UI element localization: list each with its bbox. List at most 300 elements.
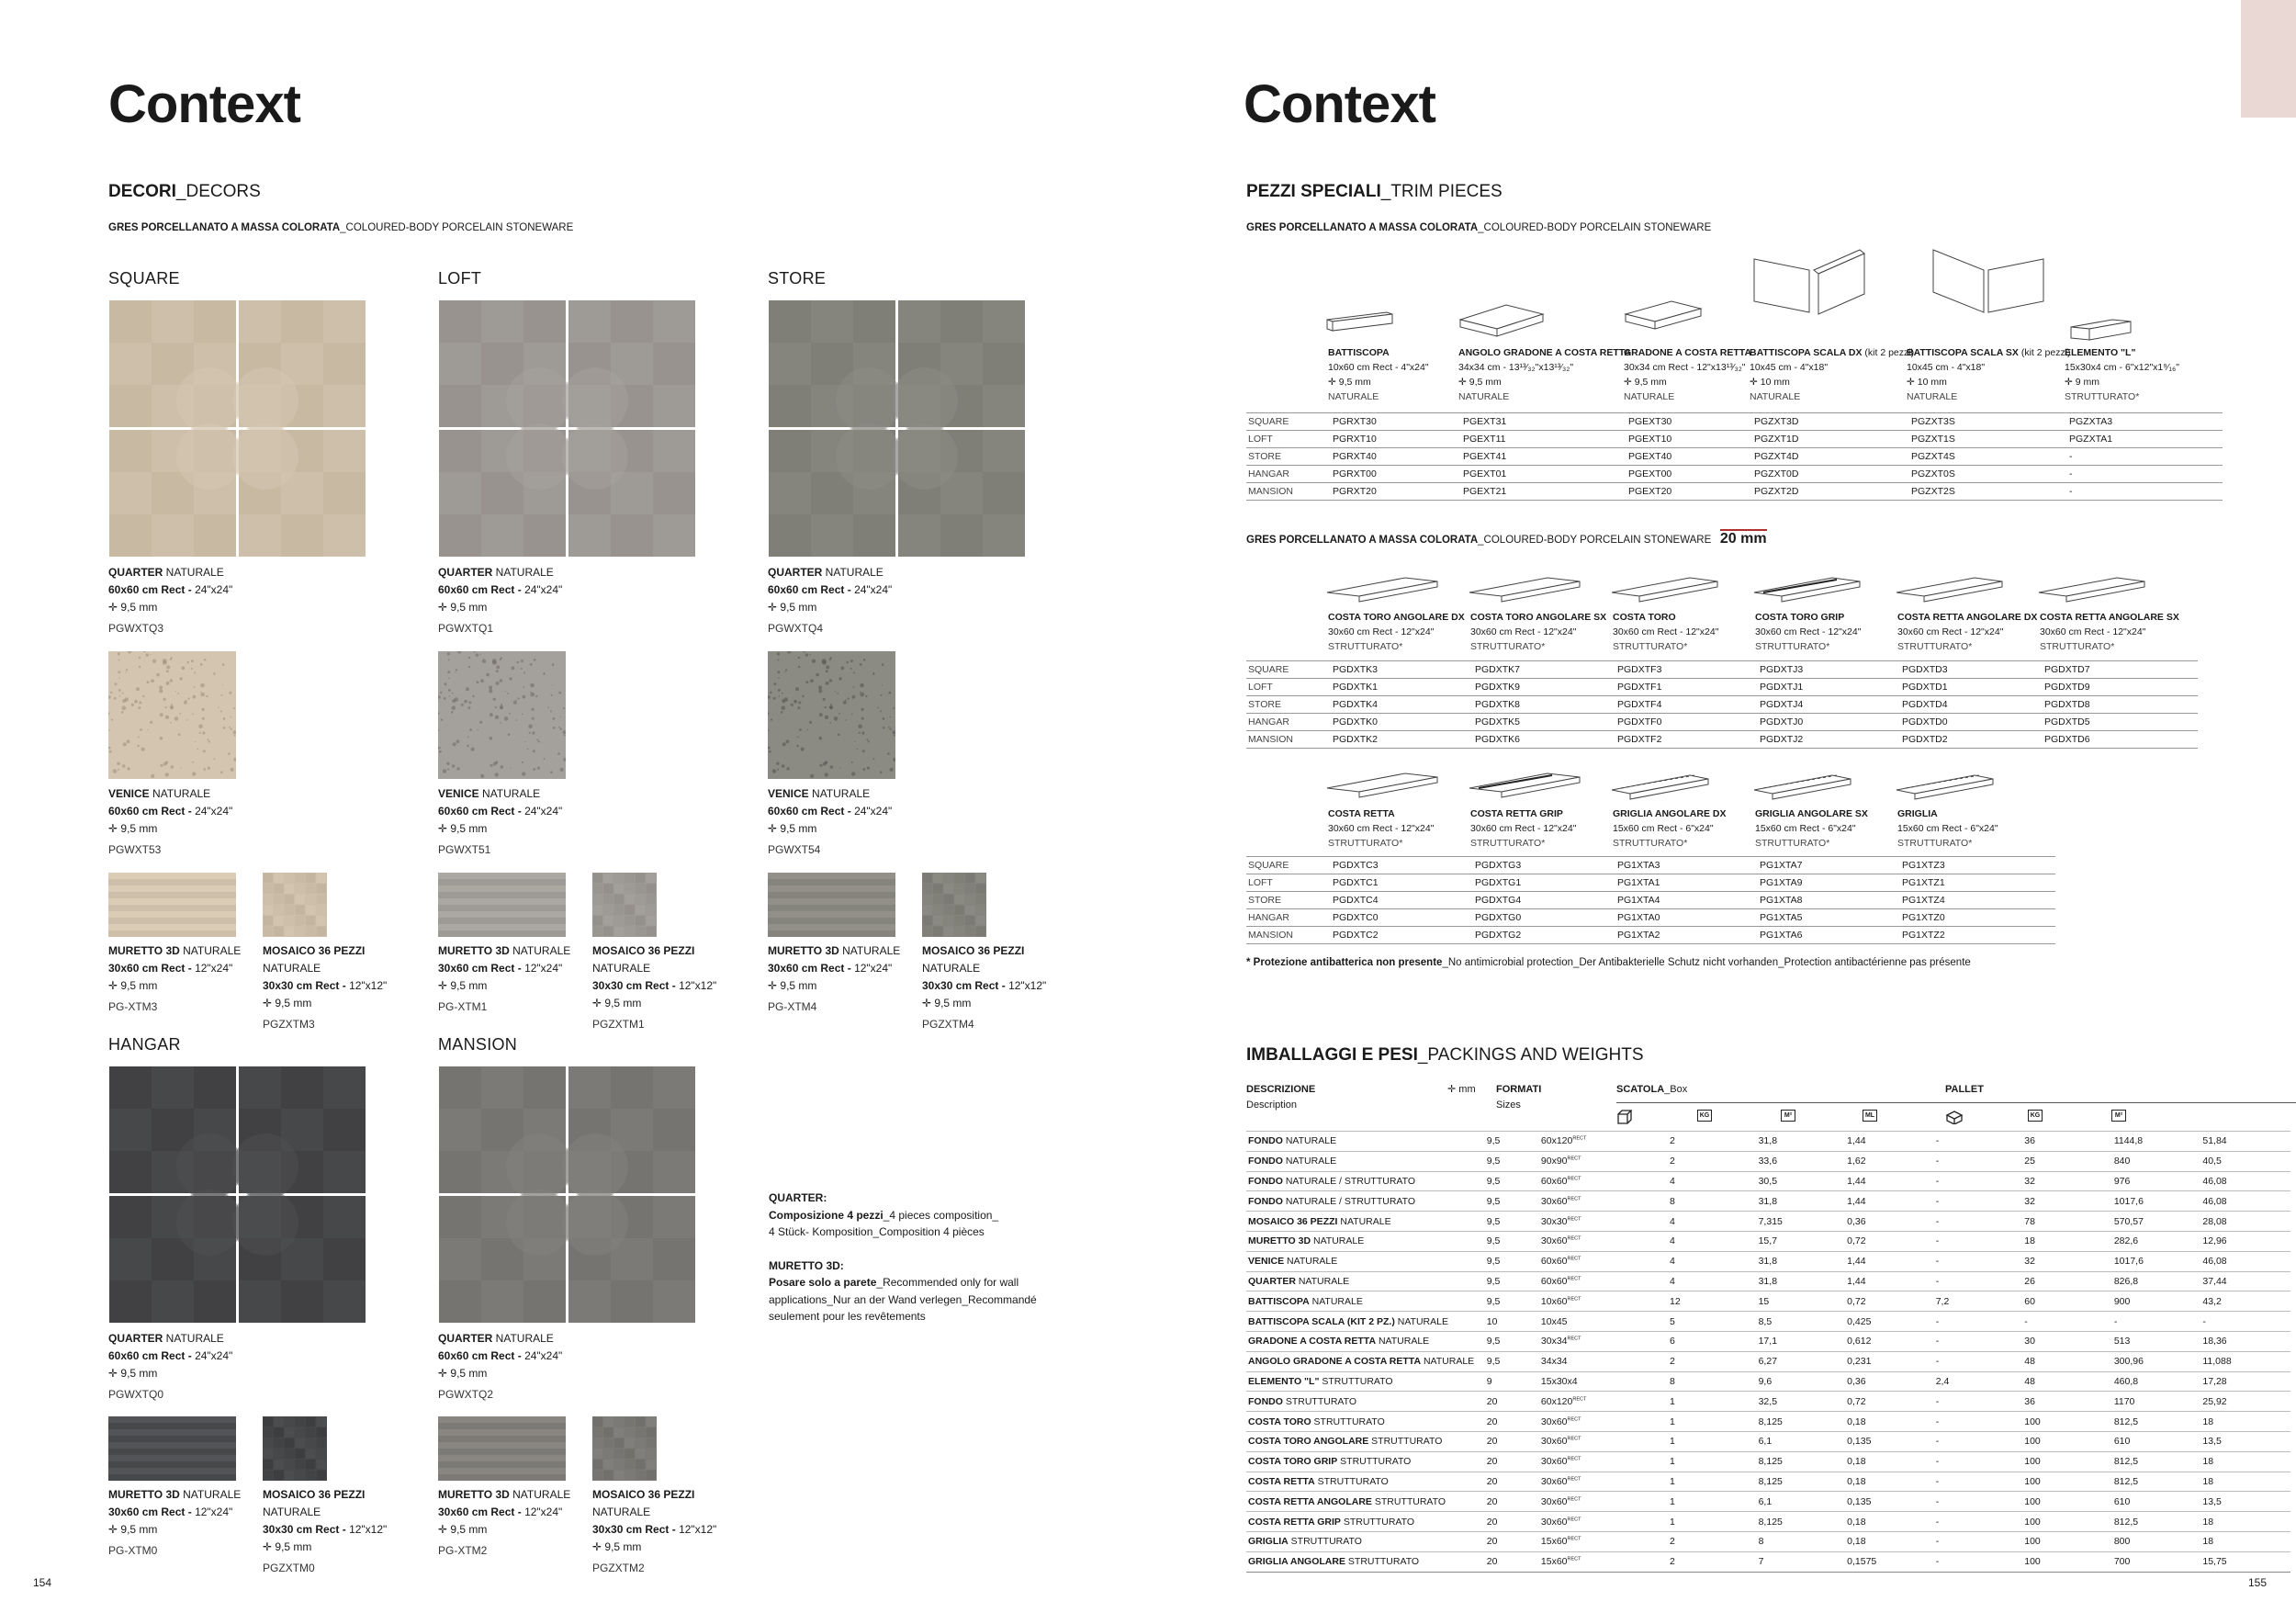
label-size-rest: 12"x12": [1008, 979, 1047, 992]
trim-size-text: 15x60 cm Rect - 6"x24": [1755, 823, 1856, 834]
table-row: [1246, 1451, 2290, 1472]
trim-code-cell: PGDXTD6: [2043, 731, 2176, 749]
cell-pm2: 18: [2200, 1531, 2290, 1551]
cell-m2: 0,36: [1845, 1212, 1934, 1232]
cell-m2: 0,18: [1845, 1451, 1934, 1472]
trim-name-bold: ELEMENTO "L": [2065, 347, 2136, 358]
venice-tile-square: [108, 651, 236, 779]
trim-code-cell: PG1XTZ0: [1900, 909, 2033, 927]
cell-pp: 100: [2022, 1551, 2112, 1572]
trim-code-cell: PGDXTD0: [1900, 714, 2043, 731]
desc-rest: STRUTTURATO: [1371, 1495, 1446, 1507]
cell-kg: 30,5: [1757, 1171, 1846, 1191]
label-size: [108, 960, 264, 977]
trim-size-text: 30x60 cm Rect - 12"x24": [1613, 626, 1719, 637]
cell-kg: 8: [1757, 1531, 1846, 1551]
label-size: [438, 581, 594, 599]
trim-size: [1613, 625, 1718, 639]
label-name-rest: NATURALE: [149, 787, 211, 800]
cell-pp: 18: [2022, 1231, 2112, 1251]
cell-pp: 100: [2022, 1531, 2112, 1551]
label-name-bold: MOSAICO 36 PEZZI: [263, 1488, 366, 1501]
label-code: PGWXTQ0: [108, 1388, 164, 1401]
cell-ml: -: [1934, 1212, 2023, 1232]
label-name: [768, 564, 924, 581]
cell-format: [1539, 1392, 1668, 1412]
cell-format: [1539, 1171, 1668, 1191]
pallet-boxes-icon: [1945, 1110, 1964, 1124]
cell-ml: -: [1934, 1551, 2023, 1572]
label-size-rest: 12"x12": [349, 1523, 388, 1536]
rect-tag: RECT: [1567, 1196, 1581, 1202]
trim-name: [2065, 345, 2179, 360]
desc-rest: NATURALE: [1282, 1135, 1337, 1147]
cell-mm: 9,5: [1485, 1191, 1539, 1212]
trim-finish: STRUTTURATO*: [2065, 391, 2140, 402]
cell-description: [1246, 1551, 1485, 1572]
label-size: [108, 1504, 264, 1521]
trim-row: [1246, 466, 2223, 483]
cell-kg: 15,7: [1757, 1231, 1846, 1251]
desc-rest: NATURALE / STRUTTURATO: [1282, 1175, 1416, 1187]
desc-rest: NATURALE: [1394, 1315, 1448, 1327]
rect-tag: RECT: [1572, 1135, 1587, 1142]
box-kg-icon: KG: [1697, 1110, 1712, 1122]
trim-thickness-value: 9,5 mm: [1634, 377, 1667, 388]
cell-mm: 10: [1485, 1312, 1539, 1332]
pallet-m2-icon: M²: [2111, 1110, 2126, 1122]
label-size: [922, 977, 1078, 995]
row-collection-name: SQUARE: [1246, 413, 1331, 431]
label-size: [263, 1521, 419, 1539]
trim-code-cell: PGRXT20: [1331, 483, 1461, 501]
label-thickness-value: 9,5 mm: [450, 822, 488, 835]
note-muretto-title: MURETTO 3D:: [769, 1258, 844, 1272]
label-name-bold: MURETTO 3D: [108, 1488, 180, 1501]
trim-row: [1246, 679, 2198, 696]
trim-piece-header: [1328, 345, 1429, 404]
cell-kg: 8,125: [1757, 1412, 1846, 1432]
cell-p: 1: [1668, 1392, 1757, 1412]
cell-p: 2: [1668, 1151, 1757, 1171]
row-collection-name: MANSION: [1246, 731, 1331, 749]
trim-code-cell: PGEXT00: [1626, 466, 1752, 483]
cell-description: [1246, 1312, 1485, 1332]
desc-rest: NATURALE: [1295, 1275, 1350, 1287]
cell-p: 2: [1668, 1132, 1757, 1152]
label-size-rest: 12"x12": [679, 1523, 717, 1536]
trim-code-cell: PGDXTD4: [1900, 696, 2043, 714]
trim-code-cell: PGZXT0S: [1909, 466, 2067, 483]
label-name-bold: QUARTER: [438, 566, 493, 579]
trim-finish: STRUTTURATO*: [1613, 838, 1688, 849]
label-code: PGWXTQ3: [108, 622, 164, 635]
rect-tag: RECT: [1567, 1176, 1581, 1182]
trim-size: [1907, 360, 2071, 375]
trim-name: [1755, 610, 1861, 625]
trim-code-cell: -: [2067, 483, 2200, 501]
cell-m2: 1,62: [1845, 1151, 1934, 1171]
battiscopa-scala-sx-drawing: [1933, 250, 1984, 312]
row-collection-name: STORE: [1246, 696, 1331, 714]
trim-row: [1246, 661, 2198, 679]
label-thickness: [108, 820, 264, 838]
trim-thickness: [1624, 375, 1751, 389]
label-size-bold: 30x60 cm Rect -: [438, 1506, 525, 1518]
venice-tile-loft: [438, 651, 566, 779]
cell-kg: 8,125: [1757, 1472, 1846, 1492]
cell-mm: 20: [1485, 1492, 1539, 1512]
row-pad: [2200, 448, 2223, 466]
label-size-bold: 30x30 cm Rect -: [592, 1523, 680, 1536]
rect-tag: RECT: [1567, 1476, 1581, 1483]
label-name: [108, 564, 264, 581]
format-value: 60x60: [1540, 1256, 1568, 1268]
cell-pm2: 18: [2200, 1451, 2290, 1472]
label-size-rest: 24"x24": [854, 805, 893, 818]
trim-finish: NATURALE: [1458, 391, 1510, 402]
desc-rest: NATURALE: [1282, 1156, 1337, 1167]
row-pad: [2033, 909, 2055, 927]
cell-mm: 20: [1485, 1472, 1539, 1492]
trim-name-bold: GRIGLIA ANGOLARE DX: [1613, 808, 1727, 819]
trim-size: [1328, 360, 1429, 375]
trim-size: [1897, 821, 1998, 836]
packing-title-rest: _PACKINGS AND WEIGHTS: [1417, 1045, 1644, 1065]
format-value: 30x60: [1540, 1475, 1568, 1487]
cell-pkg: 513: [2112, 1331, 2201, 1351]
muretto-tile-loft: [438, 873, 566, 937]
cell-mm: 9,5: [1485, 1171, 1539, 1191]
label-name: [592, 1486, 748, 1521]
trim-name: [1750, 345, 1914, 360]
trim-row: [1246, 413, 2223, 431]
row-pad: [2176, 696, 2198, 714]
cell-format: [1539, 1371, 1668, 1392]
pink-tab-marker: [2241, 0, 2296, 118]
table-row: [1246, 1371, 2290, 1392]
cell-pkg: 900: [2112, 1291, 2201, 1312]
label-size: [263, 977, 419, 995]
cell-m2: 0,135: [1845, 1431, 1934, 1451]
row-collection-name: LOFT: [1246, 874, 1331, 892]
label-thickness-value: 9,5 mm: [450, 979, 488, 992]
cell-pkg: 1144,8: [2112, 1132, 2201, 1152]
trim-code-cell: PGDXTK1: [1331, 679, 1473, 696]
label-code: PGZXTM0: [263, 1562, 315, 1574]
label-thickness: [438, 820, 594, 838]
cell-description: [1246, 1251, 1485, 1271]
cell-p: 5: [1668, 1312, 1757, 1332]
trim-code-cell: PG1XTZ1: [1900, 874, 2033, 892]
trim-name: [1613, 806, 1726, 821]
row-pad: [2033, 892, 2055, 909]
format-value: 30x34: [1540, 1336, 1568, 1348]
label-code: PG-XTM3: [108, 1000, 158, 1013]
table-row: [1246, 1291, 2290, 1312]
cell-mm: 20: [1485, 1551, 1539, 1572]
trim-code-cell: PGDXTF3: [1615, 661, 1758, 679]
desc-bold: COSTA TORO ANGOLARE: [1248, 1436, 1369, 1448]
row-pad: [2176, 661, 2198, 679]
trim-size-text: 30x60 cm Rect - 12"x24": [2040, 626, 2146, 637]
trim-code-cell: PGZXTA1: [2067, 431, 2200, 448]
label-size-rest: 24"x24": [195, 1349, 233, 1362]
trim-code-cell: PGDXTJ0: [1758, 714, 1900, 731]
row-pad: [2033, 857, 2055, 874]
trim-name: [1458, 345, 1631, 360]
col-description: [1246, 1082, 1430, 1113]
desc-bold: GRIGLIA: [1248, 1536, 1289, 1548]
trim-name-bold: COSTA RETTA GRIP: [1470, 808, 1563, 819]
quarter-tile-hangar: [108, 1066, 367, 1325]
trim-size-text: 10x45 cm - 4"x18": [1750, 362, 1829, 373]
label-thickness: [108, 1521, 264, 1539]
trim-finish: STRUTTURATO*: [1897, 641, 1973, 652]
trim-code-cell: PGEXT10: [1626, 431, 1752, 448]
trim-code-cell: PGDXTJ2: [1758, 731, 1900, 749]
cell-pm2: 46,08: [2200, 1171, 2290, 1191]
table-row: [1246, 1412, 2290, 1432]
trim-code-cell: PGDXTC2: [1331, 927, 1473, 944]
table-row: [1246, 1472, 2290, 1492]
trim-row: [1246, 857, 2055, 874]
label-thickness-value: 9,5 mm: [120, 1523, 158, 1536]
label-name-rest: NATURALE: [509, 1488, 571, 1501]
trim-code-cell: PGDXTF0: [1615, 714, 1758, 731]
cell-description: [1246, 1331, 1485, 1351]
trim-code-cell: PGEXT40: [1626, 448, 1752, 466]
trim-size-text: 30x34 cm Rect - 12"x13¹³⁄₃₂": [1624, 362, 1746, 373]
rect-tag: RECT: [1567, 1336, 1581, 1342]
trim-piece-header: [1328, 610, 1465, 654]
trim-thickness-value: 9,5 mm: [1338, 377, 1371, 388]
table-row: [1246, 1392, 2290, 1412]
trim-name: [2040, 610, 2179, 625]
desc-bold: FONDO: [1248, 1135, 1283, 1147]
h-desc: DESCRIZIONE: [1246, 1084, 1316, 1095]
trim-finish: STRUTTURATO*: [1328, 838, 1403, 849]
trim-code-cell: PG1XTA5: [1758, 909, 1900, 927]
label-size: [438, 803, 594, 820]
cell-p: 4: [1668, 1231, 1757, 1251]
trim-piece-header: [1755, 610, 1861, 654]
cell-m2: 1,44: [1845, 1271, 1934, 1291]
cell-format: [1539, 1351, 1668, 1371]
trim-name: [1897, 610, 2037, 625]
trim-size-text: 30x60 cm Rect - 12"x24": [1755, 626, 1862, 637]
cell-pp: 100: [2022, 1412, 2112, 1432]
muretto-label: [108, 942, 264, 1016]
trim-code-cell: PG1XTA3: [1615, 857, 1758, 874]
muretto-label: [108, 1486, 264, 1560]
cell-ml: -: [1934, 1151, 2023, 1171]
trim-row: [1246, 874, 2055, 892]
trim-code-cell: -: [2067, 448, 2200, 466]
trim-code-cell: PGDXTJ4: [1758, 696, 1900, 714]
thickness-icon: ✛: [1328, 377, 1336, 388]
mosaico-tile-store: [922, 873, 986, 937]
label-name-bold: MURETTO 3D: [768, 944, 839, 957]
trim-name: [1907, 345, 2071, 360]
cell-m2: 0,36: [1845, 1371, 1934, 1392]
trim-size: [1750, 360, 1914, 375]
cell-pp: 48: [2022, 1351, 2112, 1371]
trim-name: [1470, 610, 1606, 625]
row-pad: [2176, 714, 2198, 731]
label-size-rest: 12"x12": [349, 979, 388, 992]
muretto-label: [438, 1486, 594, 1560]
thickness-icon: ✛: [768, 601, 778, 614]
section-title-decori: [108, 182, 261, 202]
trim-name: [1624, 345, 1751, 360]
format-value: 60x60: [1540, 1275, 1568, 1287]
label-name: [438, 785, 594, 803]
label-thickness: [438, 1365, 594, 1382]
cell-pp: 100: [2022, 1492, 2112, 1512]
cell-pp: 32: [2022, 1251, 2112, 1271]
h-desc2: Description: [1246, 1100, 1298, 1111]
trim-size: [1458, 360, 1631, 375]
cell-ml: -: [1934, 1512, 2023, 1532]
cell-mm: 20: [1485, 1431, 1539, 1451]
desc-rest: STRUTTURATO: [1337, 1456, 1412, 1468]
cell-kg: 8,125: [1757, 1512, 1846, 1532]
trim-name-bold: COSTA TORO ANGOLARE DX: [1328, 612, 1465, 623]
trim-code-cell: PGDXTJ1: [1758, 679, 1900, 696]
cell-format: [1539, 1212, 1668, 1232]
trim-thickness: [1458, 375, 1631, 389]
label-code: PGWXT54: [768, 843, 821, 856]
h-scatola: SCATOLA: [1616, 1084, 1665, 1095]
desc-rest: STRUTTURATO: [1288, 1536, 1362, 1548]
table-row: [1246, 1132, 2290, 1152]
mosaico-tile-mansion: [592, 1416, 657, 1481]
cell-format: [1539, 1512, 1668, 1532]
cell-pm2: 46,08: [2200, 1191, 2290, 1212]
cell-pp: 48: [2022, 1371, 2112, 1392]
trim-code-cell: PG1XTA2: [1615, 927, 1758, 944]
trim-piece-header: [2065, 345, 2179, 404]
muretto-label: [438, 942, 594, 1016]
label-thickness: [438, 977, 594, 995]
cell-m2: 0,1575: [1845, 1551, 1934, 1572]
trim-piece-header: [1907, 345, 2071, 404]
cell-pp: 30: [2022, 1331, 2112, 1351]
trim-size-text: 34x34 cm - 13¹³⁄₃₂"x13¹³⁄₃₂": [1458, 362, 1574, 373]
trim-size-text: 10x60 cm Rect - 4"x24": [1328, 362, 1429, 373]
thickness-icon: ✛: [108, 1367, 118, 1380]
label-name: [438, 1486, 594, 1504]
note-quarter-line2: 4 Stück- Komposition_Composition 4 pièces: [769, 1225, 985, 1238]
desc-bold: QUARTER: [1248, 1275, 1296, 1287]
cell-p: 1: [1668, 1412, 1757, 1432]
note-quarter-bold: Composizione 4 pezzi: [769, 1208, 884, 1222]
trim-code-cell: PGDXTK0: [1331, 714, 1473, 731]
label-size-bold: 60x60 cm Rect -: [438, 805, 525, 818]
cell-pm2: -: [2200, 1312, 2290, 1332]
trim-size-text: 30x60 cm Rect - 12"x24": [1470, 823, 1577, 834]
trim-size-text: 15x30x4 cm - 6"x12"x1⁹⁄₁₆": [2065, 362, 2180, 373]
desc-bold: COSTA RETTA GRIP: [1248, 1516, 1341, 1528]
label-code: PGWXTQ4: [768, 622, 824, 635]
cell-p: 4: [1668, 1212, 1757, 1232]
cell-pm2: 17,28: [2200, 1371, 2290, 1392]
note-rest: _No antimicrobial protection_Der Antibakterielle Schutz nicht vorhanden_Protection antibactérienne pas présente: [1442, 957, 1971, 968]
quarter-tile-mansion: [438, 1066, 697, 1325]
pallet-kg-icon: KG: [2028, 1110, 2043, 1122]
cell-pp: 32: [2022, 1191, 2112, 1212]
thickness-icon: ✛: [438, 1367, 448, 1380]
label-size-rest: 24"x24": [195, 583, 233, 596]
table-row: [1246, 1251, 2290, 1271]
trim-name-bold: COSTA RETTA: [1328, 808, 1395, 819]
desc-rest: NATURALE: [1376, 1336, 1430, 1348]
trim-size-text: 30x60 cm Rect - 12"x24": [1897, 626, 2004, 637]
format-value: 34x34: [1540, 1356, 1568, 1368]
venice-label: [768, 785, 924, 859]
h-formati: FORMATI: [1496, 1084, 1542, 1095]
trim-code-cell: PGZXT3D: [1752, 413, 1909, 431]
cell-p: 4: [1668, 1271, 1757, 1291]
label-size: [438, 960, 594, 977]
cell-description: [1246, 1271, 1485, 1291]
format-value: 15x60: [1540, 1536, 1568, 1548]
desc-rest: STRUTTURATO: [1368, 1436, 1443, 1448]
label-name: [108, 1486, 264, 1504]
trim-piece-header: [1750, 345, 1914, 404]
cell-m2: 0,18: [1845, 1412, 1934, 1432]
cell-kg: 31,8: [1757, 1271, 1846, 1291]
cell-pm2: 18,36: [2200, 1331, 2290, 1351]
collection-heading-store: STORE: [768, 269, 827, 288]
label-name-rest: NATURALE: [179, 1488, 242, 1501]
row-collection-name: LOFT: [1246, 679, 1331, 696]
trim-piece-header: [1470, 610, 1606, 654]
format-value: 30x60: [1540, 1495, 1568, 1507]
label-size-rest: 12"x24": [195, 962, 233, 975]
cell-description: [1246, 1291, 1485, 1312]
cell-description: [1246, 1531, 1485, 1551]
desc-bold: FONDO: [1248, 1175, 1283, 1187]
rect-tag: RECT: [1572, 1396, 1587, 1403]
label-size-rest: 12"x24": [524, 1506, 563, 1518]
cell-kg: 6,27: [1757, 1351, 1846, 1371]
note-muretto-line2: applications_Nur an der Wand verlegen_Recommandé: [769, 1292, 1037, 1306]
col-pallet: [1945, 1082, 2019, 1098]
cell-pkg: 460,8: [2112, 1371, 2201, 1392]
label-thickness-value: 9,5 mm: [604, 997, 642, 1009]
cell-m2: 0,612: [1845, 1331, 1934, 1351]
thickness-icon: ✛: [1447, 1084, 1457, 1095]
cell-ml: 7,2: [1934, 1291, 2023, 1312]
trim-code-cell: PGEXT30: [1626, 413, 1752, 431]
cell-p: 1: [1668, 1472, 1757, 1492]
muretto-tile-square: [108, 873, 236, 937]
label-name: [768, 942, 924, 960]
label-name-rest: NATURALE: [179, 944, 242, 957]
trim-thickness-value: 10 mm: [1917, 377, 1947, 388]
thickness-icon: ✛: [1458, 377, 1467, 388]
table-row: [1246, 1191, 2290, 1212]
trim-name-bold: COSTA RETTA ANGOLARE DX: [1897, 612, 2038, 623]
thickness-icon: ✛: [1750, 377, 1758, 388]
trim-thickness-value: 9 mm: [2075, 377, 2099, 388]
trim-code-cell: PGDXTD9: [2043, 679, 2176, 696]
cell-pm2: 43,2: [2200, 1291, 2290, 1312]
table-row: [1246, 1551, 2290, 1572]
cell-p: 1: [1668, 1431, 1757, 1451]
